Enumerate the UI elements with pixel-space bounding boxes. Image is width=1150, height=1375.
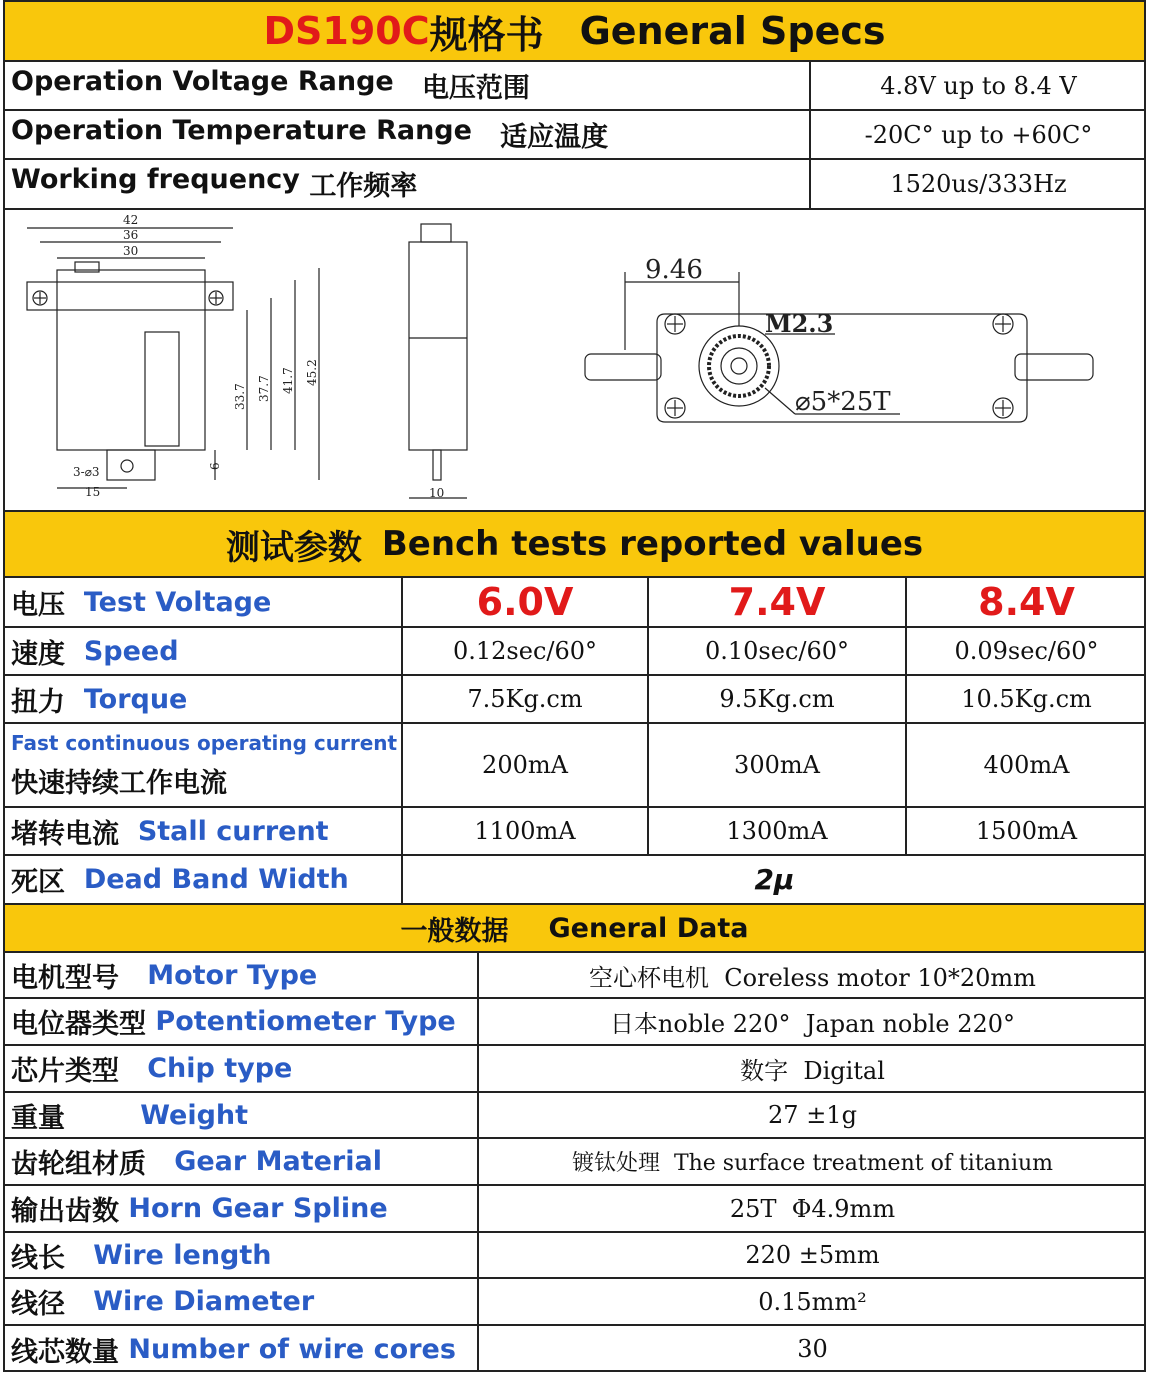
- data-label-cn: 芯片类型: [11, 1056, 119, 1087]
- bench-cell: [647, 724, 905, 806]
- data-value-cell: [477, 1139, 1146, 1184]
- bench-row-voltage: [5, 578, 1144, 628]
- spec-sheet: [3, 0, 1146, 1372]
- data-label: [5, 999, 477, 1044]
- speed-value: 0.10sec/60°: [704, 637, 850, 665]
- bench-label-en: Torque: [83, 683, 188, 715]
- model-name: DS190C: [263, 9, 430, 53]
- dim-41-7: 41.7: [281, 367, 295, 394]
- data-value: 日本noble 220° Japan noble 220°: [609, 1010, 1016, 1038]
- spec-label: [5, 111, 809, 158]
- data-value: 数字 Digital: [740, 1057, 885, 1085]
- data-row: [5, 1139, 1144, 1186]
- title-en: General Specs: [579, 9, 886, 53]
- dim-15: 15: [85, 485, 101, 499]
- data-label-en: Potentiometer Type: [155, 1006, 456, 1037]
- data-label: [5, 1046, 477, 1091]
- data-label-en: Horn Gear Spline: [128, 1193, 388, 1224]
- bench-row-current: [5, 724, 1144, 808]
- bench-cell: [401, 676, 647, 722]
- data-label-en: Wire Diameter: [93, 1286, 315, 1317]
- data-value-cell: [477, 1186, 1146, 1231]
- bench-label-cn: 死区: [11, 867, 65, 898]
- data-label: [5, 1186, 477, 1231]
- data-value-cell: [477, 1093, 1146, 1137]
- bench-cell: [905, 676, 1146, 722]
- spec-value: 4.8V up to 8.4 V: [880, 71, 1077, 100]
- data-label-cn: 电位器类型: [11, 1009, 146, 1040]
- bench-label: [5, 578, 401, 626]
- data-value-cell: [477, 1046, 1146, 1091]
- bench-label-cn: 速度: [11, 638, 65, 670]
- spec-label-cn: 工作频率: [309, 171, 418, 202]
- dim-10: 10: [429, 486, 445, 500]
- general-specs-title: [5, 2, 1144, 62]
- data-value-cell: [477, 953, 1146, 997]
- data-label: [5, 1093, 477, 1137]
- data-row: [5, 1093, 1144, 1139]
- voltage-7v: 7.4V: [728, 580, 826, 624]
- spec-label-en: Operation Temperature Range: [11, 115, 472, 146]
- voltage-6v: 6.0V: [476, 580, 574, 624]
- speed-value: 0.09sec/60°: [954, 637, 1099, 665]
- spec-label: [5, 160, 809, 208]
- data-value: 27 ±1g: [768, 1101, 857, 1129]
- data-value-cell: [477, 1233, 1146, 1277]
- spec-value-cell: [809, 62, 1146, 109]
- bench-title-cn: 测试参数: [225, 527, 362, 568]
- general-data-title-cn: 一般数据: [400, 915, 509, 947]
- spec-row-frequency: [5, 160, 1144, 210]
- bench-title-en: Bench tests reported values: [381, 524, 924, 564]
- dim-holes: 3-⌀3: [73, 465, 100, 479]
- torque-value: 7.5Kg.cm: [467, 685, 583, 713]
- spec-value: 1520us/333Hz: [890, 170, 1067, 198]
- bench-cell: [401, 808, 647, 854]
- data-value-cell: [477, 1279, 1146, 1324]
- voltage-8v: 8.4V: [978, 580, 1075, 624]
- dim-33-7: 33.7: [233, 383, 247, 410]
- data-label-en: Chip type: [147, 1053, 293, 1084]
- bench-label: [5, 628, 401, 674]
- bench-label: [5, 724, 401, 806]
- dim-36: 36: [123, 228, 139, 242]
- bench-cell: [905, 578, 1146, 626]
- spec-label-en: Working frequency: [11, 164, 300, 195]
- dim-37-7: 37.7: [257, 375, 271, 402]
- bench-cell: [905, 724, 1146, 806]
- spec-label-cn: 电压范围: [421, 73, 530, 104]
- data-value-cell: [477, 999, 1146, 1044]
- deadband-value: 2μ: [754, 863, 795, 896]
- bench-label-en: Fast continuous operating current: [11, 730, 398, 755]
- data-value: 空心杯电机 Coreless motor 10*20mm: [589, 963, 1036, 992]
- bench-label-cn: 电压: [11, 589, 65, 621]
- bench-label-en: Speed: [83, 635, 179, 667]
- bench-row-speed: [5, 628, 1144, 676]
- data-row: [5, 1046, 1144, 1093]
- data-label-en: Motor Type: [147, 959, 318, 991]
- stall-value: 1500mA: [975, 817, 1078, 845]
- spec-value: -20C° up to +60C°: [864, 120, 1093, 149]
- stall-value: 1300mA: [726, 817, 828, 845]
- bench-cell: [401, 578, 647, 626]
- dim-6: 6: [208, 462, 222, 470]
- data-label: [5, 1233, 477, 1277]
- torque-value: 9.5Kg.cm: [719, 685, 835, 713]
- data-label-cn: 线芯数量: [11, 1336, 119, 1368]
- data-value: 0.15mm²: [758, 1287, 867, 1316]
- data-value: 220 ±5mm: [745, 1241, 880, 1269]
- data-label-cn: 输出齿数: [11, 1196, 119, 1227]
- speed-value: 0.12sec/60°: [452, 637, 598, 665]
- current-value: 200mA: [482, 751, 568, 779]
- current-value: 300mA: [734, 751, 820, 779]
- bench-cell: [647, 578, 905, 626]
- bench-cell: [647, 808, 905, 854]
- dim-30: 30: [123, 244, 139, 258]
- data-label: [5, 1139, 477, 1184]
- data-label-cn: 齿轮组材质: [11, 1149, 146, 1180]
- technical-drawing: [5, 210, 1144, 512]
- data-value-cell: [477, 1326, 1146, 1372]
- torque-value: 10.5Kg.cm: [961, 685, 1092, 713]
- dim-9-46: 9.46: [645, 255, 703, 285]
- data-row: [5, 953, 1144, 999]
- data-row: [5, 1186, 1144, 1233]
- spec-row-voltage: [5, 62, 1144, 111]
- bench-row-deadband: [5, 856, 1144, 905]
- bench-cell: [647, 676, 905, 722]
- bench-label-cn: 堵转电流: [11, 818, 119, 850]
- bench-cell: [401, 724, 647, 806]
- data-label-en: Wire length: [93, 1239, 272, 1271]
- bench-label-en: Stall current: [137, 815, 329, 847]
- bench-tests-title: [5, 512, 1144, 578]
- data-row: [5, 999, 1144, 1046]
- bench-cell: [401, 856, 1146, 903]
- dim-m2-3: M2.3: [765, 309, 834, 338]
- bench-cell: [647, 628, 905, 674]
- data-label-cn: 线径: [11, 1289, 65, 1320]
- data-label: [5, 953, 477, 997]
- data-label: [5, 1279, 477, 1324]
- bench-cell: [401, 628, 647, 674]
- data-label-cn: 重量: [11, 1102, 65, 1134]
- drawing-svg: [5, 210, 1148, 510]
- spec-label-cn: 适应温度: [500, 122, 609, 153]
- general-data-title: [5, 905, 1144, 953]
- data-label-en: Weight: [140, 1099, 249, 1131]
- spec-value-cell: [809, 111, 1146, 158]
- data-label-cn: 线长: [11, 1242, 65, 1274]
- data-row: [5, 1279, 1144, 1326]
- current-value: 400mA: [983, 751, 1070, 779]
- bench-label: [5, 808, 401, 854]
- data-label: [5, 1326, 477, 1372]
- general-data-title-en: General Data: [548, 912, 749, 944]
- data-value: 镀钛处理 The surface treatment of titanium: [571, 1151, 1054, 1176]
- bench-label: [5, 856, 401, 903]
- spec-row-temperature: [5, 111, 1144, 160]
- data-value: 30: [797, 1335, 828, 1363]
- dim-45-2: 45.2: [305, 359, 319, 386]
- bench-row-torque: [5, 676, 1144, 724]
- data-row: [5, 1233, 1144, 1279]
- bench-row-stall: [5, 808, 1144, 856]
- dim-42: 42: [123, 213, 139, 227]
- bench-label: [5, 676, 401, 722]
- spec-value-cell: [809, 160, 1146, 208]
- bench-cell: [905, 628, 1146, 674]
- title-cn: 规格书: [429, 12, 544, 57]
- data-label-en: Gear Material: [174, 1146, 382, 1177]
- bench-label-cn: 快速持续工作电流: [11, 767, 227, 799]
- data-label-cn: 电机型号: [11, 962, 119, 994]
- dim-spline: ⌀5*25T: [795, 387, 891, 417]
- bench-label-en: Dead Band Width: [83, 864, 349, 895]
- spec-label-en: Operation Voltage Range: [11, 66, 394, 97]
- data-value: 25T Φ4.9mm: [729, 1194, 896, 1223]
- stall-value: 1100mA: [474, 817, 576, 845]
- bench-cell: [905, 808, 1146, 854]
- bench-label-en: Test Voltage: [83, 586, 272, 618]
- data-row: [5, 1326, 1144, 1372]
- spec-label: [5, 62, 809, 109]
- bench-label-cn: 扭力: [11, 686, 65, 718]
- data-label-en: Number of wire cores: [128, 1333, 456, 1365]
